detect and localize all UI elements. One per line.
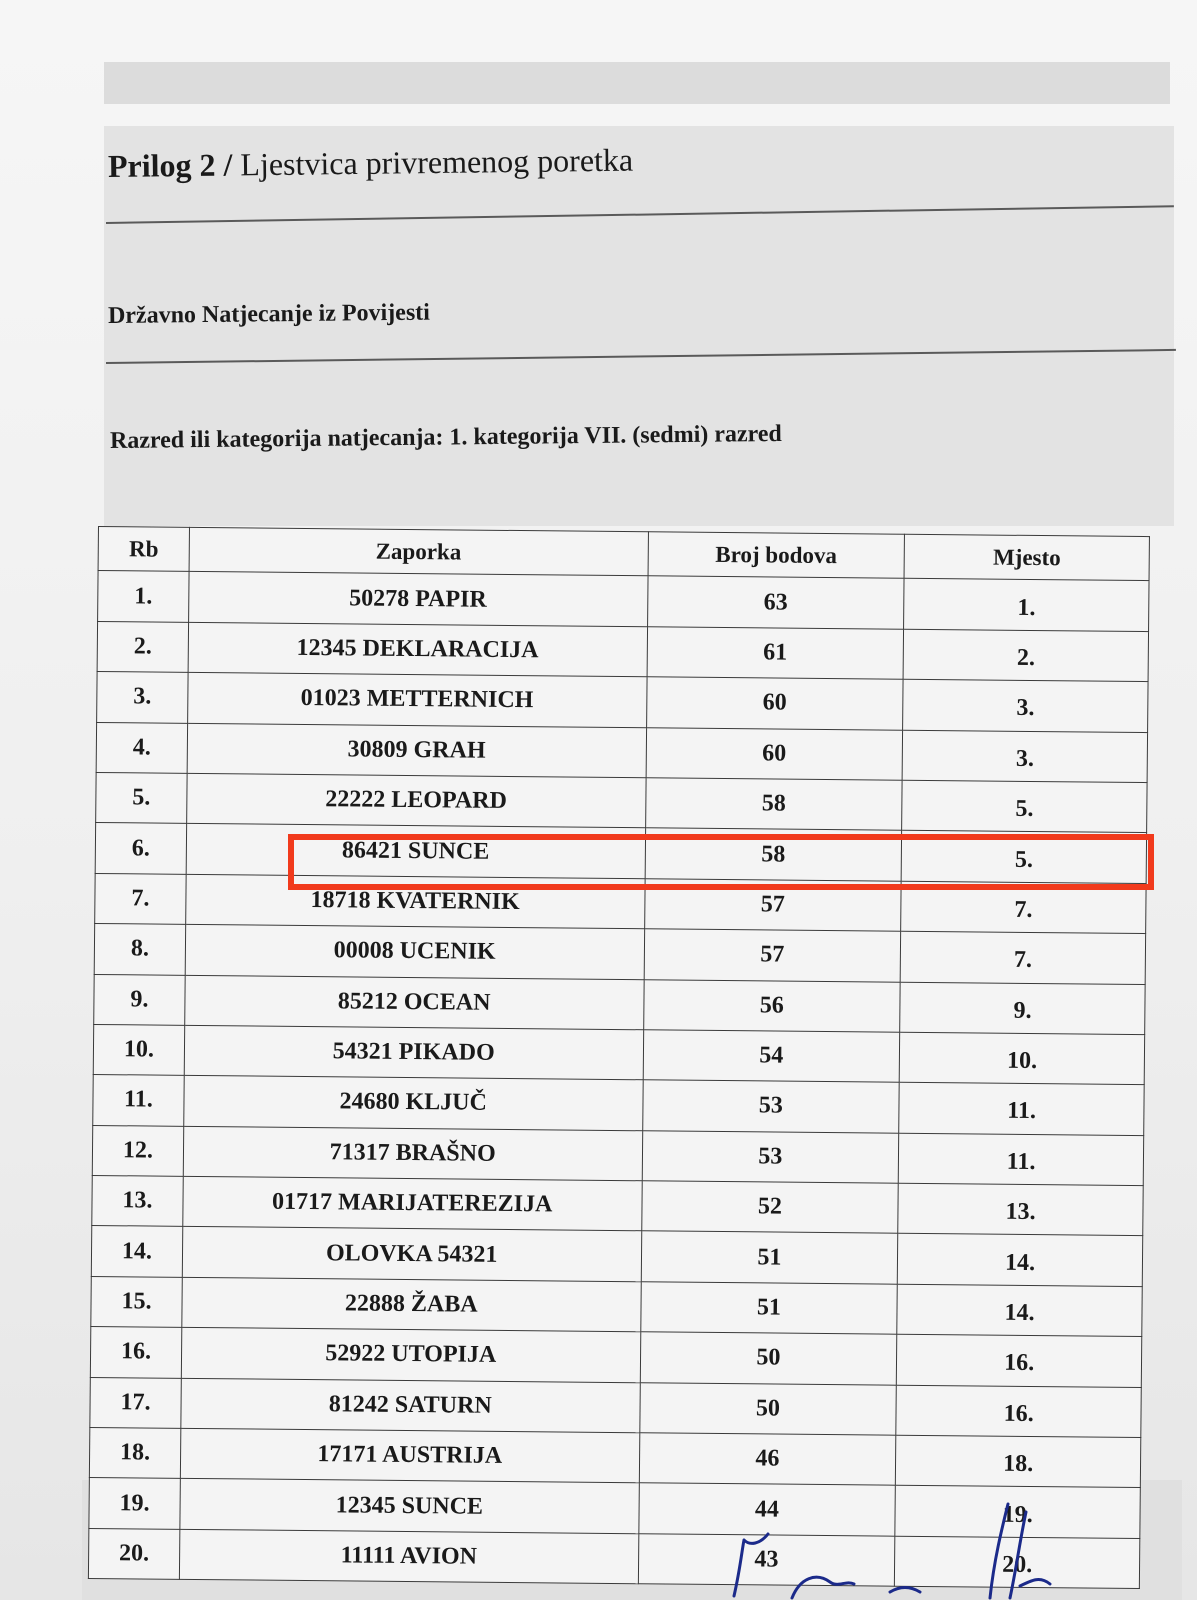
cell-mjesto: 13. [898,1183,1143,1236]
cell-rb: 17. [90,1377,181,1428]
column-header-bodovi: Broj bodova [648,532,905,579]
cell-mjesto: 3. [902,730,1147,783]
cell-zaporka: 17171 AUSTRIJA [180,1428,639,1483]
cell-bodovi: 54 [643,1030,900,1083]
title-text: Ljestvica privremenog poretka [240,141,634,183]
cell-zaporka: 50278 PAPIR [188,572,647,627]
cell-rb: 1. [98,571,189,622]
cell-zaporka: 52922 UTOPIJA [181,1328,640,1383]
cell-rb: 10. [93,1024,184,1075]
scan-shade-band [104,62,1170,104]
cell-zaporka: 01023 METTERNICH [188,673,647,728]
cell-zaporka: 86421 SUNCE [186,824,645,879]
cell-zaporka: 12345 DEKLARACIJA [188,622,647,677]
cell-bodovi: 58 [645,778,902,831]
cell-mjesto: 14. [897,1284,1142,1337]
cell-bodovi: 43 [638,1534,895,1587]
cell-rb: 19. [89,1478,180,1529]
cell-rb: 6. [95,823,186,874]
ranking-table [88,526,1150,1589]
cell-bodovi: 52 [641,1181,898,1234]
cell-rb: 11. [93,1075,184,1126]
cell-bodovi: 50 [640,1332,897,1385]
cell-zaporka: 54321 PIKADO [184,1025,643,1080]
cell-bodovi: 56 [643,979,900,1032]
cell-bodovi: 63 [647,576,904,629]
cell-mjesto: 11. [898,1133,1143,1186]
cell-bodovi: 60 [646,727,903,780]
cell-zaporka: 00008 UCENIK [185,924,644,979]
cell-mjesto: 9. [900,982,1145,1035]
cell-bodovi: 53 [642,1080,899,1133]
category-line: Razred ili kategorija natjecanja: 1. kategorija VII. (sedmi) razred [109,420,782,454]
cell-rb: 7. [95,873,186,924]
cell-bodovi: 46 [639,1433,896,1486]
cell-mjesto: 16. [896,1385,1141,1438]
cell-mjesto: 16. [897,1334,1142,1387]
cell-zaporka: 85212 OCEAN [185,975,644,1030]
ranking-table-wrap [88,526,1150,1589]
cell-rb: 20. [88,1528,179,1579]
cell-mjesto: 7. [901,881,1146,934]
column-header-zaporka: Zaporka [189,527,648,576]
cell-rb: 12. [92,1125,183,1176]
cell-zaporka: 71317 BRAŠNO [183,1126,642,1181]
cell-rb: 8. [94,924,185,975]
document-title [108,142,634,185]
cell-zaporka: 11111 AVION [179,1529,638,1584]
cell-mjesto: 20. [895,1536,1140,1589]
cell-rb: 14. [91,1226,182,1277]
cell-zaporka: OLOVKA 54321 [182,1227,641,1282]
cell-zaporka: 30809 GRAH [187,723,646,778]
cell-mjesto: 1. [904,579,1149,632]
cell-mjesto: 2. [903,629,1148,682]
column-header-rb: Rb [98,527,189,572]
column-header-mjesto: Mjesto [904,534,1149,581]
cell-bodovi: 51 [641,1231,898,1284]
cell-bodovi: 58 [645,828,902,881]
cell-bodovi: 57 [644,878,901,931]
cell-bodovi: 60 [646,677,903,730]
cell-mjesto: 10. [899,1032,1144,1085]
cell-zaporka: 12345 SUNCE [180,1479,639,1534]
cell-zaporka: 22222 LEOPARD [187,773,646,828]
cell-zaporka: 22888 ŽABA [182,1277,641,1332]
cell-mjesto: 14. [898,1234,1143,1287]
cell-mjesto: 5. [902,780,1147,833]
cell-bodovi: 44 [638,1483,895,1536]
cell-bodovi: 61 [647,627,904,680]
cell-bodovi: 53 [642,1130,899,1183]
cell-mjesto: 5. [901,831,1146,884]
cell-rb: 9. [94,974,185,1025]
cell-bodovi: 57 [644,929,901,982]
cell-zaporka: 18718 KVATERNIK [186,874,645,929]
signature-mark [720,1500,1100,1600]
prilog-label: Prilog 2 [107,146,216,184]
title-separator: / [223,146,233,183]
highlight-box [288,834,1154,890]
competition-name: Državno Natjecanje iz Povijesti [107,299,431,329]
cell-bodovi: 51 [640,1282,897,1335]
cell-rb: 15. [91,1276,182,1327]
cell-rb: 18. [89,1427,180,1478]
cell-rb: 5. [96,772,187,823]
cell-rb: 3. [97,672,188,723]
cell-mjesto: 18. [896,1435,1141,1488]
cell-mjesto: 3. [903,679,1148,732]
cell-rb: 13. [92,1176,183,1227]
cell-bodovi: 50 [639,1382,896,1435]
cell-rb: 2. [97,621,188,672]
cell-mjesto: 11. [899,1083,1144,1136]
cell-zaporka: 24680 KLJUČ [184,1076,643,1131]
cell-rb: 4. [96,722,187,773]
cell-zaporka: 81242 SATURN [181,1378,640,1433]
cell-mjesto: 7. [900,931,1145,984]
cell-mjesto: 19. [895,1486,1140,1539]
cell-rb: 16. [90,1327,181,1378]
cell-zaporka: 01717 MARIJATEREZIJA [183,1176,642,1231]
